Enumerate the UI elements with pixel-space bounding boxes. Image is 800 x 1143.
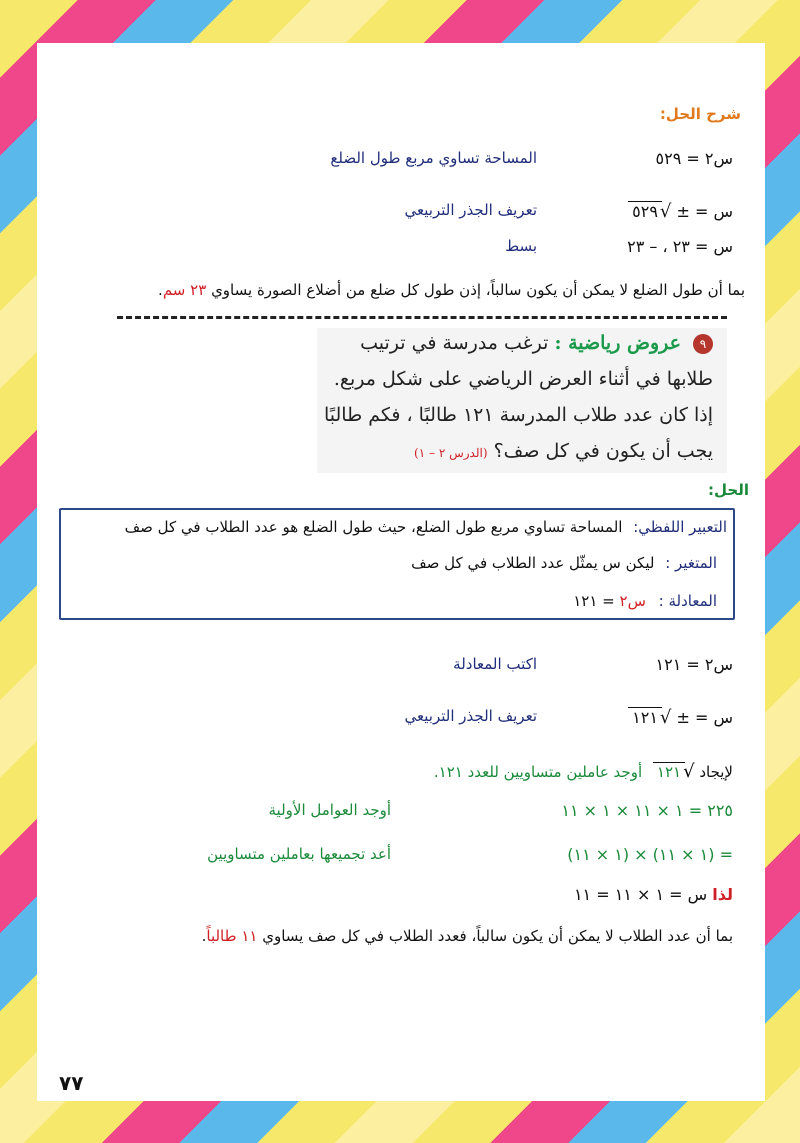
find-root: ١٢١ [653,762,685,781]
problem-line-3: إذا كان عدد طلاب المدرسة ١٢١ طالبًا ، فكم طالبًا [323,404,713,426]
equation-3-desc: بسط [505,237,537,255]
step-1-desc: اكتب المعادلة [453,655,537,673]
conclusion-text: بما أن طول الضلع لا يمكن أن يكون سالباً، إذن طول كل ضلع من أضلاع الصورة يساوي [211,281,745,299]
part1-conclusion [158,281,745,299]
step-2-prefix: س = ± [676,708,733,727]
solution-frame [59,508,735,620]
conclusion-value: ٢٣ سم [162,281,207,299]
equation-row [573,592,727,610]
equation-3: س = ٢٣ ، – ٢٣ [627,237,733,256]
sqrt-sign-icon: √ [659,201,672,222]
final-text: بما أن عدد الطلاب لا يمكن أن يكون سالباً، فعدد الطلاب في كل صف يساوي [262,927,733,945]
step-2 [628,707,733,728]
problem-title: عروض رياضية : [554,332,681,354]
problem-box [317,328,727,473]
variable-label: المتغير : [665,554,717,572]
sqrt-sign-icon: √ [683,761,695,782]
page [37,43,765,1101]
step-2-root: ١٢١ [628,707,662,727]
equation-lhs: س٢ [619,592,646,610]
variable-row [411,554,727,572]
equation-2-desc: تعريف الجذر التربيعي [404,201,537,219]
sqrt-sign-icon: √ [659,707,672,728]
problem-line-4 [414,440,713,462]
problem-text-1: ترغب مدرسة في ترتيب [360,332,549,354]
equation-rhs: = ١٢١ [573,592,615,610]
problem-number: ٩ [693,334,713,354]
therefore-line [574,885,733,904]
equation-2-root: ٥٢٩ [628,201,662,221]
equation-2-prefix: س = ± [676,202,733,221]
verbal-text: المساحة تساوي مربع طول الضلع، حيث طول الضلع هو عدد الطلاب في كل صف [124,518,623,536]
factor-2: = (١ × ١١) × (١ × ١١) [567,845,733,864]
find-text: أوجد عاملين متساويين للعدد ١٢١. [433,763,643,781]
solution-label: الحل: [708,481,749,499]
therefore-word: لذا [712,885,733,904]
explain-title: شرح الحل: [659,105,741,123]
conclusion-end: . [158,281,163,299]
find-prefix: لإيجاد [699,763,733,781]
lesson-reference: (الدرس ٢ – ١) [414,446,488,460]
final-end: . [201,927,207,945]
final-value: ١١ طالباً [206,927,258,945]
verbal-row [125,518,727,536]
step-1: س٢ = ١٢١ [655,655,733,674]
factor-2-desc: أعد تجميعها بعاملين متساويين [207,845,391,863]
variable-text: ليكن س يمثّل عدد الطلاب في كل صف [411,554,655,572]
step-2-desc: تعريف الجذر التربيعي [404,707,537,725]
problem-line-1 [360,332,713,354]
equation-1-desc: المساحة تساوي مربع طول الضلع [330,149,537,167]
factor-1: ٢٢٥ = ١ × ١١ × ١ × ١١ [561,801,733,820]
page-number: ٧٧ [59,1071,84,1095]
separator-dashes [117,316,727,319]
final-line [202,927,733,945]
equation-2 [628,201,733,222]
verbal-label: التعبير اللفظي: [633,518,727,536]
find-line [434,761,733,782]
factor-1-desc: أوجد العوامل الأولية [268,801,391,819]
problem-text-4: يجب أن يكون في كل صف؟ [493,440,713,462]
therefore-eq: س = ١ × ١١ = ١١ [573,885,708,904]
equation-label: المعادلة : [658,592,717,610]
equation-1: س٢ = ٥٢٩ [655,149,733,168]
problem-line-2: طلابها في أثناء العرض الرياضي على شكل مربع. [333,368,713,390]
